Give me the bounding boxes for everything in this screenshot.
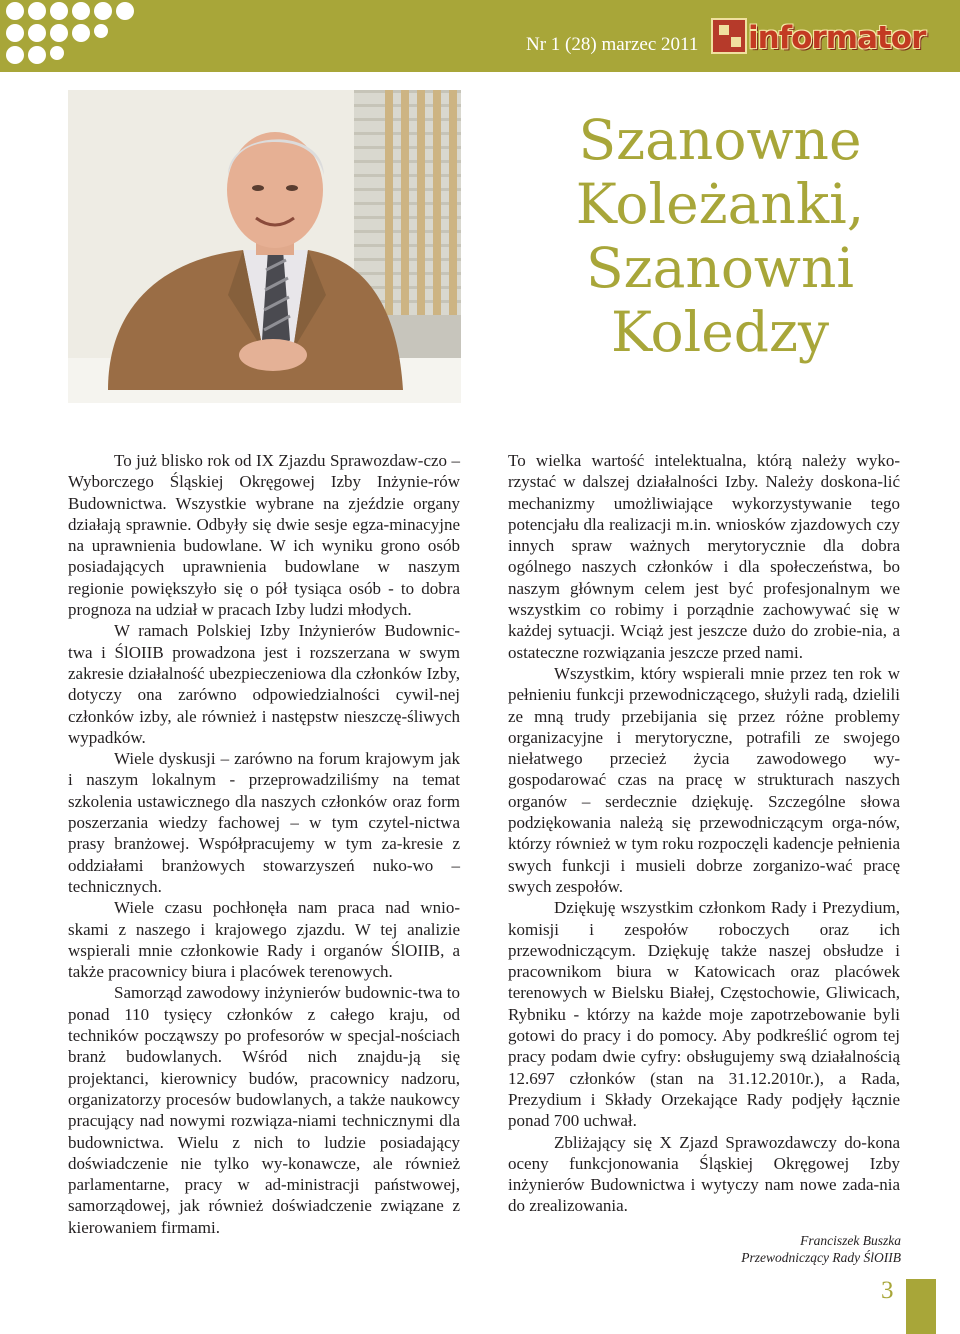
title-line: Koleżanki, <box>575 172 865 236</box>
signature-role: Przewodniczący Rady ŚlOIIB <box>741 1250 901 1265</box>
signature-name: Franciszek Buszka <box>800 1233 901 1248</box>
paragraph: To już blisko rok od IX Zjazdu Sprawozdaw-czo – Wyborczego Śląskiej Okręgowej Izby Inżynie-rów Budownictwa. Wszystkie wybrane na zjeździe organy działają sprawnie. Odbyły się dwie sesje egza-minacyjne na uprawnienia budowlane. W ich wyniku grono osób posiadających uprawnienia budowlane w naszym regionie powiększyło się o pół tysiąca osób - to dobra prognoza na udział w pracach Izby ludzi młodych. <box>68 451 460 620</box>
article-title <box>520 108 920 364</box>
informator-logo-icon <box>711 18 747 54</box>
paragraph: Wiele dyskusji – zarówno na forum krajowym jak i naszym lokalnym - przeprowadziliśmy na temat szkolenia ustawicznego dla naszych członków oraz form poszerzania wiedzy fachowej – w tym czytel-nictwa prasy branżowej. Współpracujemy w tym za-kresie z oddziałami branżowych stowarzyszeń nuko-wo – technicznych. <box>68 749 460 896</box>
page-number-bar <box>906 1279 936 1334</box>
paragraph: Dziękuję wszystkim członkom Rady i Prezydium, komisji i zespołów roboczych oraz ich przewodniczącym. Dziękuję także naszej obsłudze i pracownikom biura w Katowicach oraz placówek terenowych w Bielsku Białej, Częstochowie, Gliwicach, Rybniku - którzy na każde moje zapotrzebowanie byli gotowi do pracy i do pomocy. Aby podkreślić ogrom tej pracy podam dwie cyfry: obsługujemy swą działalnością 12.697 członków (stan na 31.12.2010r.), a Rada, Prezydium i Składy Orzekające Rady podjęły łącznie ponad 700 uchwał. <box>508 898 900 1131</box>
informator-logo-text: informator <box>748 20 926 56</box>
title-line: Koledzy <box>610 300 830 364</box>
paragraph: Zbliżający się X Zjazd Sprawozdawczy do-kona oceny funkcjonowania Śląskiej Okręgowej Izby inżynierów Budownictwa i wytyczy nam nowe zada-nia do zrealizowania. <box>508 1132 900 1216</box>
header-bar <box>0 0 960 72</box>
left-column <box>68 450 460 1238</box>
issue-label: Nr 1 (28) marzec 2011 <box>526 34 699 55</box>
author-photo <box>68 90 461 403</box>
signature <box>720 1232 901 1266</box>
author-portrait-image <box>68 90 461 403</box>
title-line: Szanowni <box>585 236 855 300</box>
paragraph: Wiele czasu pochłonęła nam praca nad wnio-skami z naszego i krajowego zjazdu. W tej analizie wspierali mnie członkowie Rady i organów ŚlOIIB, a także pracownicy biura i placówek terenowych. <box>68 898 460 982</box>
page-number: 3 <box>881 1277 894 1304</box>
title-line: Szanowne <box>578 108 862 172</box>
paragraph: To wielka wartość intelektualna, którą należy wyko-rzystać w dalszej działalności Izby. Należy doskona-lić mechanizmy umożliwiające wykorzystywanie tego potencjału dla realizacji m.in. wniosków zjazdowych czy innych spraw ważnych merytorycznie dla dobra ogólnego naszych członków i dla społeczeństwa, bo naszym głównym celem jest być profesjonalnym we wszystkim co robimy i porządnie zachowywać się w każdej sytuacji. Wciąż jest jeszcze dużo do zrobie-nia, a ostateczne rozwiązania jeszcze przed nami. <box>508 451 900 662</box>
paragraph: W ramach Polskiej Izby Inżynierów Budownic-twa i ŚlOIIB prowadzona jest i rozszerzana w swym zakresie działalność ubezpieczeniowa dla członków Izby, dotyczy ona zarówno odpowiedzialności cywil-nej członków izby, ale również i następstw nieszczę-śliwych wypadków. <box>68 621 460 747</box>
paragraph: Wszystkim, który wspierali mnie przez ten rok w pełnieniu funkcji przewodniczącego, służyli radą, dzielili ze mną trudy przebijania się przez różne problemy organizacyjne i merytoryczne, potrafili ze swojego niełatwego przecież życia zawodowego wy-gospodarować czas na pracę w strukturach naszych organów – serdecznie dziękuję. Szczególne słowa podziękowania należą się przewodniczącym orga-nów, którzy również w tym roku rozpoczęli kadencje pełnienia swych funkcji i musieli dobrze zorganizo-wać pracę swych zespołów. <box>508 663 900 896</box>
paragraph: Samorząd zawodowy inżynierów budownic-twa to ponad 110 tysięcy członków z całego kraju, od techników począwszy po profesorów w specjal-nościach branż budowlanych. Wśród nich znajdu-ją się projektanci, kierownicy budów, pracownicy nadzoru, organizatorzy procesów budowlanych, a także naukowcy pracujący nad nowymi rozwiąza-niami technicznymi dla budownictwa. Wielu z nich to ludzie posiadający doświadczenie nie tylko wy-konawcze, ale również parlamentarne, pracy w ad-ministracji państwowej, samorządowej, jak również doświadczenie związane z kierowaniem firmami. <box>68 983 460 1237</box>
right-column <box>508 450 900 1217</box>
